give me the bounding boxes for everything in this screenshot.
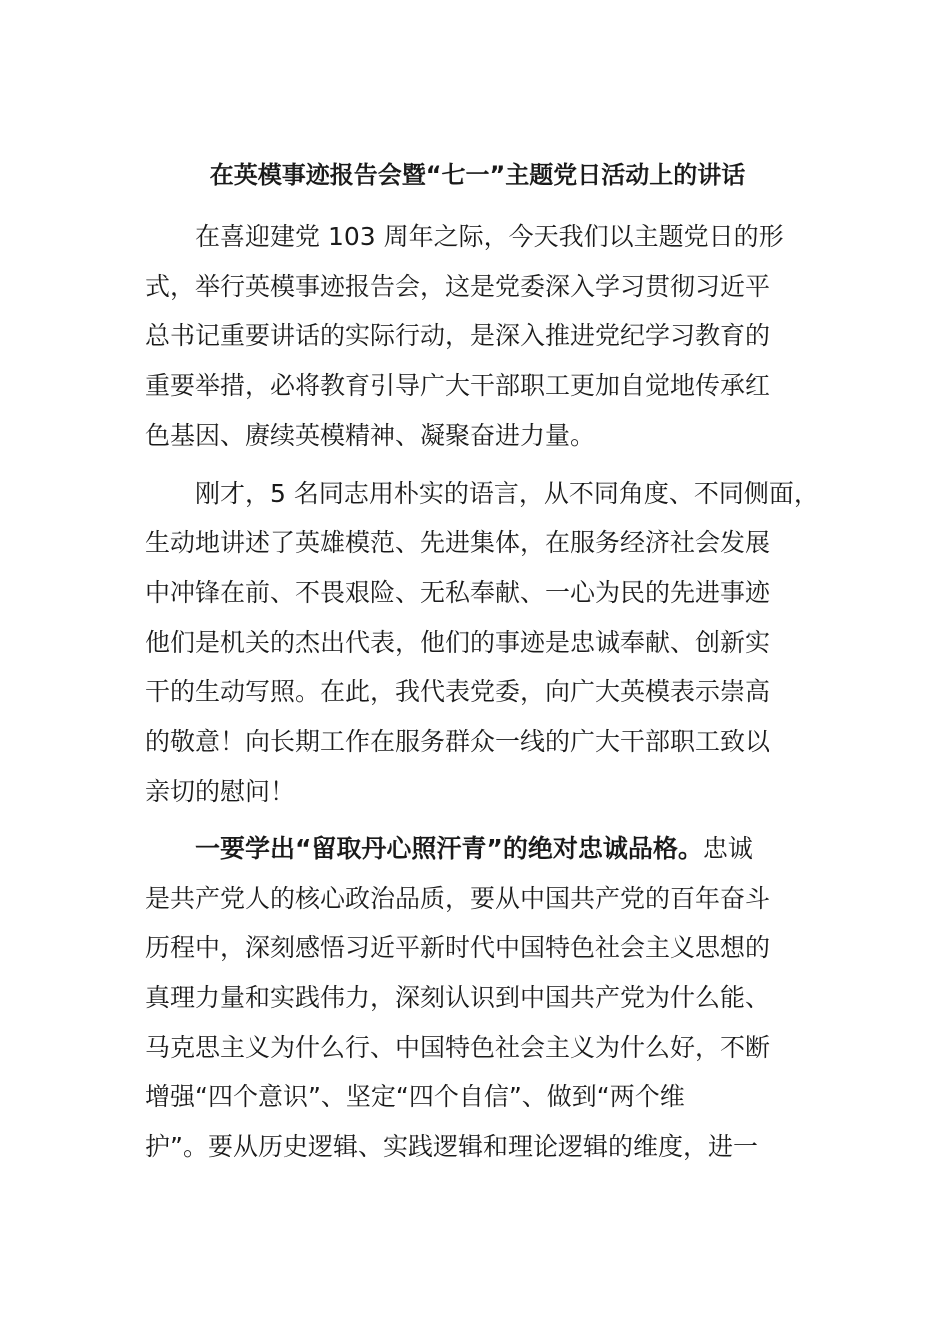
paragraph-line: 式，举行英模事迹报告会，这是党委深入学习贯彻习近平 (145, 272, 771, 301)
paragraph-line: 亲切的慰问！ (145, 777, 296, 806)
paragraph-line: 中冲锋在前、不畏艰险、无私奉献、一心为民的先进事迹 (145, 578, 771, 607)
paragraph-line: 生动地讲述了英雄模范、先进集体，在服务经济社会发展 (145, 528, 771, 557)
document-title: 在英模事迹报告会暨“七一”主题党日活动上的讲话 (209, 161, 746, 189)
paragraph-line: 真理力量和实践伟力，深刻认识到中国共产党为什么能、 (145, 983, 771, 1012)
section-heading: 一要学出“留取丹心照汗青”的绝对忠诚品格。 (195, 834, 703, 863)
paragraph-line: 的敬意！向长期工作在服务群众一线的广大干部职工致以 (145, 727, 771, 756)
paragraph-text: 忠诚 (702, 834, 753, 863)
paragraph-line: 马克思主义为什么行、中国特色社会主义为什么好，不断 (145, 1033, 771, 1062)
paragraph-line: 是共产党人的核心政治品质，要从中国共产党的百年奋斗 (145, 884, 771, 913)
paragraph-line: 护”。要从历史逻辑、实践逻辑和理论逻辑的维度，进一 (145, 1132, 758, 1161)
paragraph-line: 色基因、赓续英模精神、凝聚奋进力量。 (145, 421, 596, 450)
paragraph-line: 刚才，5 名同志用朴实的语言，从不同角度、不同侧面， (195, 479, 819, 508)
paragraph-first-line (195, 831, 753, 867)
paragraph-line: 总书记重要讲话的实际行动，是深入推进党纪学习教育的 (145, 321, 771, 350)
paragraph-line: 干的生动写照。在此，我代表党委，向广大英模表示崇高 (145, 677, 771, 706)
paragraph-line: 在喜迎建党 103 周年之际，今天我们以主题党日的形 (195, 222, 784, 251)
paragraph-line: 历程中，深刻感悟习近平新时代中国特色社会主义思想的 (145, 933, 771, 962)
paragraph-line: 他们是机关的杰出代表，他们的事迹是忠诚奉献、创新实 (145, 628, 771, 657)
paragraph-line: 重要举措，必将教育引导广大干部职工更加自觉地传承红 (145, 371, 771, 400)
paragraph-line: 增强“四个意识”、坚定“四个自信”、做到“两个维 (145, 1082, 685, 1111)
